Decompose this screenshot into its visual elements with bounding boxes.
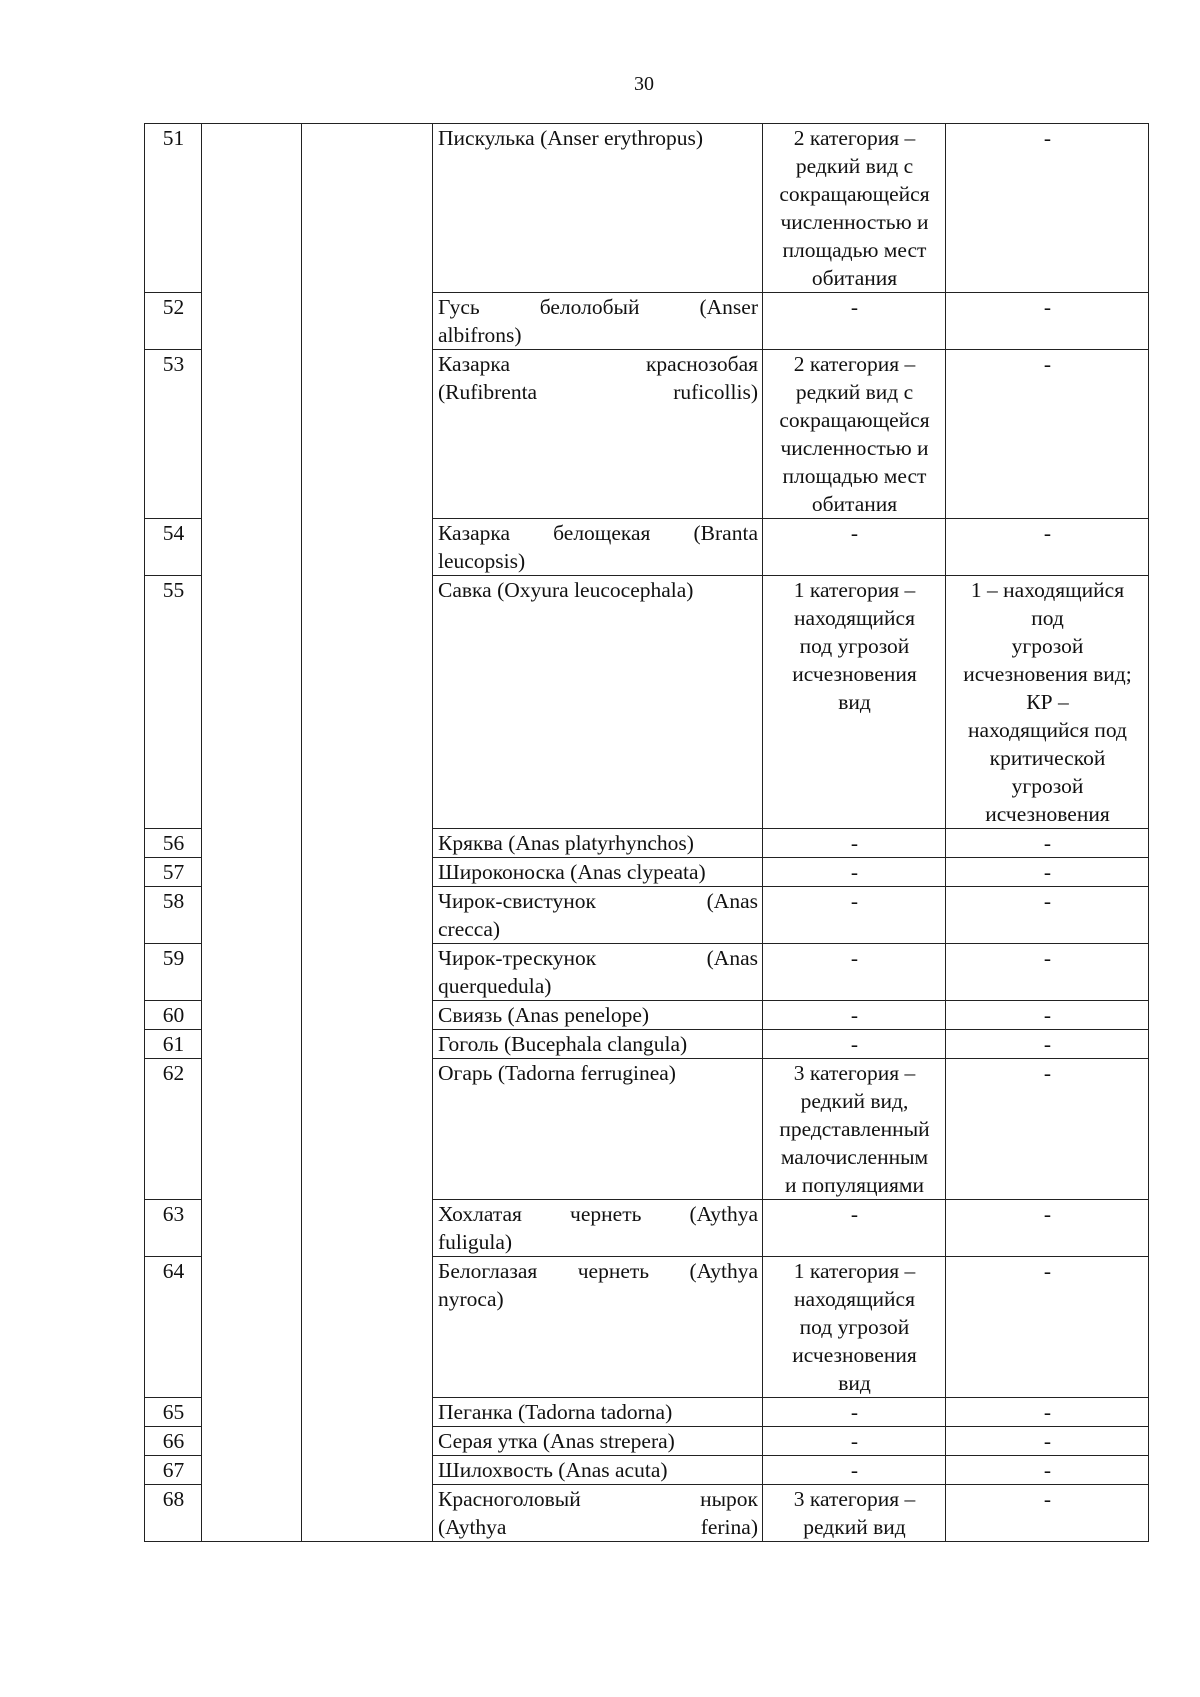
- species-name-line: Шилохвость (Anas acuta): [438, 1458, 668, 1482]
- species-name-line: Серая утка (Anas strepera): [438, 1429, 675, 1453]
- species-name-line: (Aythya ferina): [438, 1515, 758, 1539]
- row-number: 53: [145, 350, 202, 519]
- species-name-line: (Rufibrenta ruficollis): [438, 380, 758, 404]
- species-name-line: Хохлатая чернеть (Aythya: [438, 1202, 758, 1226]
- species-name: [433, 1485, 763, 1542]
- species-name-line: Гусь белолобый (Anser: [438, 295, 758, 319]
- row-number: 68: [145, 1485, 202, 1542]
- international-status: -: [946, 1456, 1149, 1485]
- species-table: [144, 123, 1149, 1542]
- national-category: -: [763, 1200, 946, 1257]
- row-number: 67: [145, 1456, 202, 1485]
- national-category: -: [763, 1030, 946, 1059]
- row-number: 62: [145, 1059, 202, 1200]
- species-name-line: Огарь (Tadorna ferruginea): [438, 1061, 676, 1085]
- species-name-line: Кряква (Anas platyrhynchos): [438, 831, 694, 855]
- species-name-line: Свиязь (Anas penelope): [438, 1003, 650, 1027]
- national-category: 1 категория – находящийся под угрозой исчезновения вид: [763, 576, 946, 829]
- species-table-body: [145, 124, 1149, 1542]
- row-number: 63: [145, 1200, 202, 1257]
- row-number: 60: [145, 1001, 202, 1030]
- species-name: [433, 944, 763, 1001]
- species-name: [433, 124, 763, 293]
- row-number: 55: [145, 576, 202, 829]
- international-status: -: [946, 887, 1149, 944]
- international-status: -: [946, 1030, 1149, 1059]
- species-name-line: Широконоска (Anas clypeata): [438, 860, 706, 884]
- row-number: 51: [145, 124, 202, 293]
- species-name-line: querquedula): [438, 974, 552, 998]
- blank-column-2: [202, 124, 302, 1542]
- species-name-line: albifrons): [438, 323, 522, 347]
- species-name-line: Гоголь (Bucephala clangula): [438, 1032, 688, 1056]
- international-status: -: [946, 1398, 1149, 1427]
- row-number: 57: [145, 858, 202, 887]
- species-name-line: Казарка краснозобая: [438, 352, 758, 376]
- national-category: 2 категория – редкий вид с сокращающейся численностью и площадью мест обитания: [763, 350, 946, 519]
- species-name: [433, 1398, 763, 1427]
- national-category: -: [763, 519, 946, 576]
- row-number: 56: [145, 829, 202, 858]
- species-name-line: Красноголовый нырок: [438, 1487, 758, 1511]
- species-name: [433, 858, 763, 887]
- species-name-line: Казарка белощекая (Branta: [438, 521, 758, 545]
- national-category: -: [763, 1427, 946, 1456]
- page-number: 30: [634, 73, 654, 95]
- species-name: [433, 576, 763, 829]
- species-name-line: nyroca): [438, 1287, 504, 1311]
- national-category: 3 категория – редкий вид, представленный малочисленным и популяциями: [763, 1059, 946, 1200]
- national-category: 3 категория – редкий вид: [763, 1485, 946, 1542]
- species-name: [433, 519, 763, 576]
- species-name-line: Чирок-свистунок (Anas: [438, 889, 758, 913]
- species-name: [433, 1456, 763, 1485]
- international-status: -: [946, 1485, 1149, 1542]
- species-name-line: Пискулька (Anser erythropus): [438, 126, 704, 150]
- species-name-line: crecca): [438, 917, 501, 941]
- species-name-line: Чирок-трескунок (Anas: [438, 946, 758, 970]
- species-name-line: leucopsis): [438, 549, 526, 573]
- international-status: -: [946, 124, 1149, 293]
- species-name: [433, 1059, 763, 1200]
- row-number: 54: [145, 519, 202, 576]
- species-name-line: Савка (Oxyura leucocephala): [438, 578, 694, 602]
- international-status: -: [946, 519, 1149, 576]
- international-status: -: [946, 1001, 1149, 1030]
- species-name: [433, 1030, 763, 1059]
- international-status: -: [946, 350, 1149, 519]
- national-category: -: [763, 858, 946, 887]
- international-status: -: [946, 1059, 1149, 1200]
- national-category: -: [763, 944, 946, 1001]
- species-name: [433, 293, 763, 350]
- table-row: [145, 124, 1149, 293]
- international-status: 1 – находящийся под угрозой исчезновения вид; КР – находящийся под критической угрозой исчезновения: [946, 576, 1149, 829]
- species-name: [433, 887, 763, 944]
- species-name: [433, 1427, 763, 1456]
- international-status: -: [946, 1257, 1149, 1398]
- row-number: 58: [145, 887, 202, 944]
- national-category: -: [763, 1456, 946, 1485]
- row-number: 61: [145, 1030, 202, 1059]
- species-name-line: Пеганка (Tadorna tadorna): [438, 1400, 673, 1424]
- national-category: -: [763, 1001, 946, 1030]
- international-status: -: [946, 1200, 1149, 1257]
- species-name: [433, 1001, 763, 1030]
- blank-column-3: [302, 124, 433, 1542]
- international-status: -: [946, 858, 1149, 887]
- row-number: 59: [145, 944, 202, 1001]
- national-category: -: [763, 829, 946, 858]
- species-name: [433, 350, 763, 519]
- row-number: 52: [145, 293, 202, 350]
- species-name: [433, 829, 763, 858]
- row-number: 64: [145, 1257, 202, 1398]
- row-number: 66: [145, 1427, 202, 1456]
- species-name-line: fuligula): [438, 1230, 513, 1254]
- species-name: [433, 1200, 763, 1257]
- species-name: [433, 1257, 763, 1398]
- national-category: -: [763, 1398, 946, 1427]
- international-status: -: [946, 1427, 1149, 1456]
- national-category: 2 категория – редкий вид с сокращающейся численностью и площадью мест обитания: [763, 124, 946, 293]
- row-number: 65: [145, 1398, 202, 1427]
- national-category: -: [763, 887, 946, 944]
- international-status: -: [946, 829, 1149, 858]
- international-status: -: [946, 293, 1149, 350]
- international-status: -: [946, 944, 1149, 1001]
- national-category: 1 категория – находящийся под угрозой исчезновения вид: [763, 1257, 946, 1398]
- national-category: -: [763, 293, 946, 350]
- species-name-line: Белоглазая чернеть (Aythya: [438, 1259, 758, 1283]
